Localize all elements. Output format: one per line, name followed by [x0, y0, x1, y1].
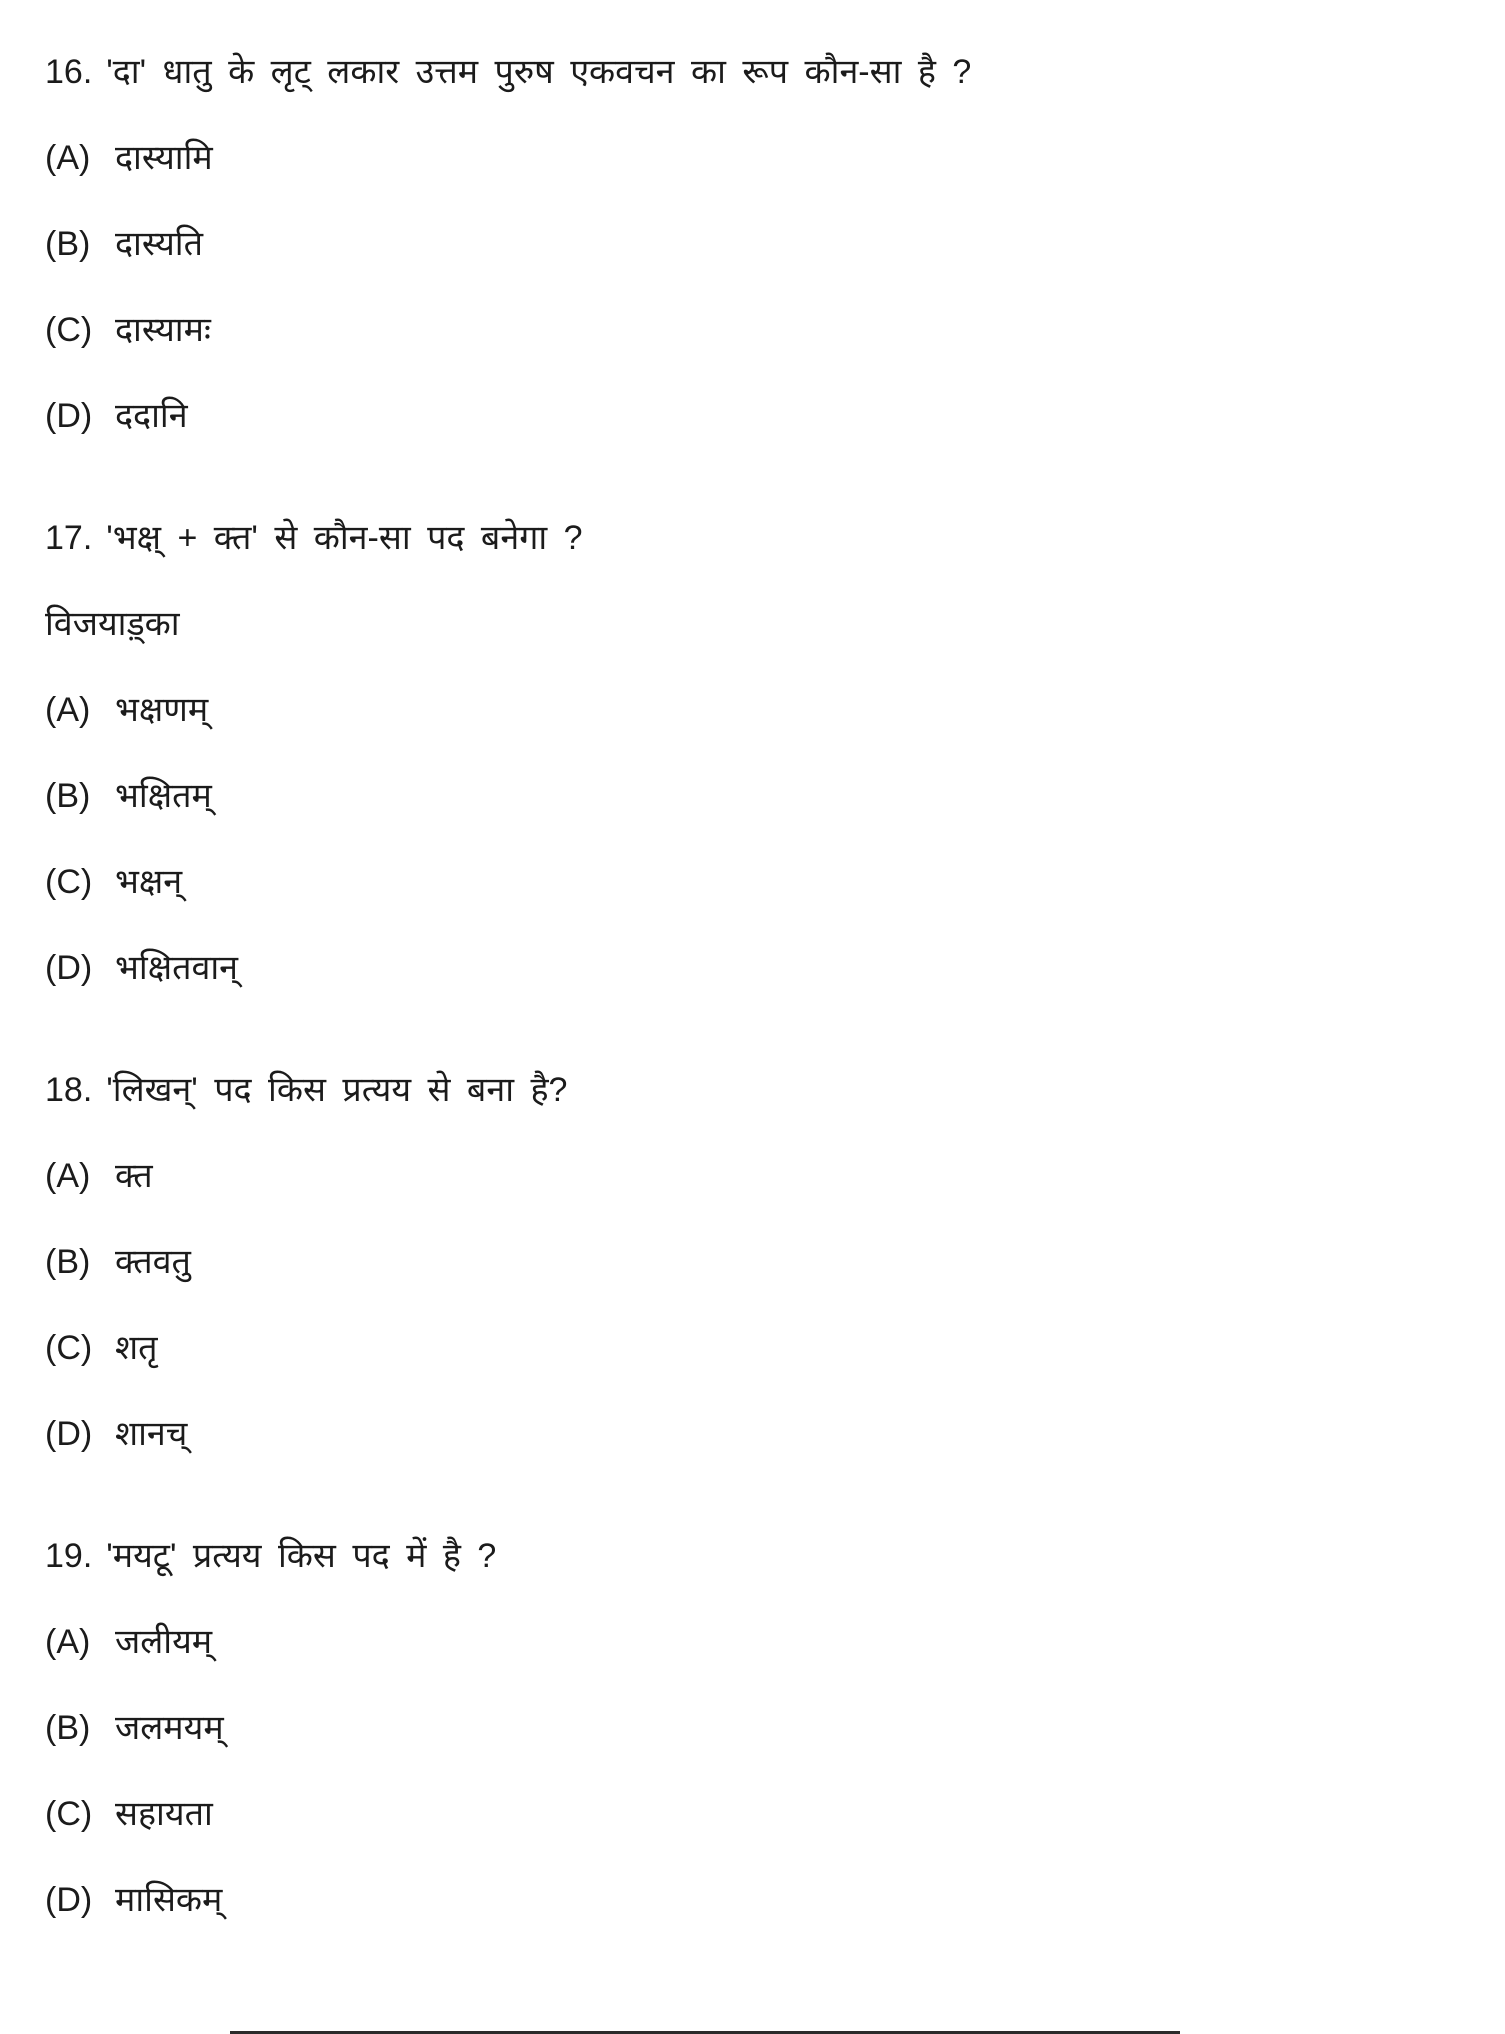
option-letter: (C)	[45, 1795, 93, 1833]
option-text: भक्षितम्	[115, 777, 212, 815]
question-text: 'लिखन्' पद किस प्रत्यय से बना है?	[106, 1071, 568, 1109]
option-letter: (B)	[45, 1243, 91, 1281]
option-text: दास्यति	[115, 225, 203, 263]
question-18-option-a	[45, 1156, 1465, 1196]
question-17-option-c	[45, 862, 1465, 902]
option-letter: (D)	[45, 949, 93, 987]
option-text: दास्यामि	[115, 139, 213, 177]
option-letter: (A)	[45, 691, 91, 729]
option-text: ददानि	[115, 397, 188, 435]
option-text: दास्यामः	[115, 311, 211, 349]
question-16-option-d	[45, 396, 1465, 436]
question-19-option-d	[45, 1880, 1465, 1920]
question-18-option-b	[45, 1242, 1465, 1282]
question-18-text-line	[45, 1070, 1465, 1110]
question-number: 19.	[45, 1537, 93, 1575]
option-letter: (C)	[45, 1329, 93, 1367]
option-text: क्त	[115, 1157, 153, 1195]
question-16-option-c	[45, 310, 1465, 350]
question-text: 'दा' धातु के लृट् लकार उत्तम पुरुष एकवचन का रूप कौन-सा है ?	[106, 53, 972, 91]
question-16-option-b	[45, 224, 1465, 264]
question-number: 17.	[45, 519, 93, 557]
question-17-text-line	[45, 518, 1465, 558]
question-18-option-c	[45, 1328, 1465, 1368]
question-note: विजयाड़्का	[45, 605, 180, 643]
question-16-option-a	[45, 138, 1465, 178]
question-text: 'भक्ष् + क्त' से कौन-सा पद बनेगा ?	[106, 519, 583, 557]
option-letter: (C)	[45, 863, 93, 901]
question-text: 'मयटू' प्रत्यय किस पद में है ?	[106, 1537, 497, 1575]
question-16-text-line	[45, 52, 1465, 92]
question-17-option-a	[45, 690, 1465, 730]
option-letter: (A)	[45, 139, 91, 177]
option-text: भक्षितवान्	[115, 949, 239, 987]
question-number: 18.	[45, 1071, 93, 1109]
option-letter: (D)	[45, 1881, 93, 1919]
question-19	[45, 1536, 1465, 1920]
option-letter: (A)	[45, 1157, 91, 1195]
option-text: शानच्	[115, 1415, 188, 1453]
option-text: जलमयम्	[115, 1709, 224, 1747]
option-letter: (D)	[45, 397, 93, 435]
question-18-option-d	[45, 1414, 1465, 1454]
option-text: मासिकम्	[115, 1881, 223, 1919]
option-letter: (B)	[45, 1709, 91, 1747]
question-19-text-line	[45, 1536, 1465, 1576]
question-number: 16.	[45, 53, 93, 91]
option-letter: (D)	[45, 1415, 93, 1453]
option-text: शतृ	[115, 1329, 158, 1367]
question-17	[45, 518, 1465, 988]
question-19-option-b	[45, 1708, 1465, 1748]
option-text: सहायता	[115, 1795, 213, 1833]
question-16	[45, 52, 1465, 436]
question-19-option-a	[45, 1622, 1465, 1662]
option-text: भक्षन्	[115, 863, 183, 901]
question-19-option-c	[45, 1794, 1465, 1834]
question-18	[45, 1070, 1465, 1454]
option-letter: (B)	[45, 225, 91, 263]
option-text: जलीयम्	[115, 1623, 213, 1661]
option-text: भक्षणम्	[115, 691, 209, 729]
question-17-option-d	[45, 948, 1465, 988]
option-text: क्तवतु	[115, 1243, 191, 1281]
question-17-option-b	[45, 776, 1465, 816]
option-letter: (B)	[45, 777, 91, 815]
option-letter: (C)	[45, 311, 93, 349]
option-letter: (A)	[45, 1623, 91, 1661]
